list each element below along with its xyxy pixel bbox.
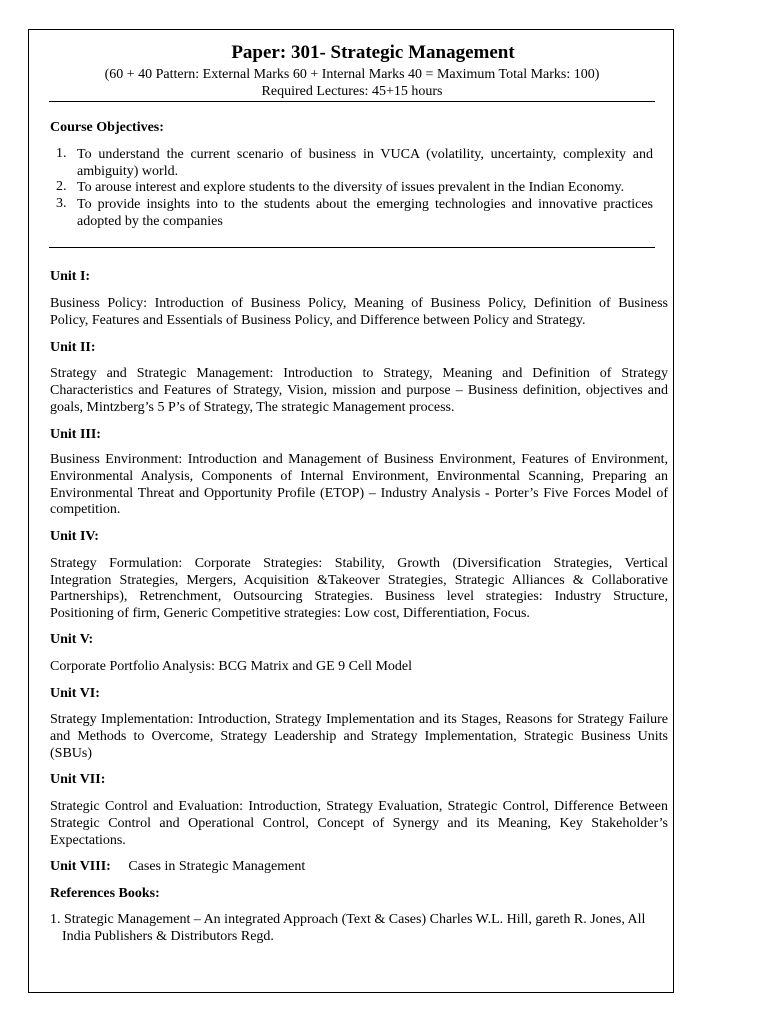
objective-line: To understand the current scenario of business in VUCA (volatility, uncertainty, complexity and <box>77 147 653 162</box>
unit-text-line: Positioning of firm, Generic Competitive strategies: Low cost, Differentiation, Focus. <box>50 606 530 621</box>
unit-text-line: Business Environment: Introduction and Management of Business Environment, Features of Environment, <box>50 452 668 467</box>
objectives-heading: Course Objectives: <box>50 120 164 135</box>
objective-line: To provide insights into to the students about the emerging technologies and innovative practices <box>77 197 653 212</box>
objective-number: 2. <box>56 179 67 194</box>
unit-heading: Unit VI: <box>50 686 100 701</box>
unit-text-line: Environmental Analysis, Components of Internal Environment, Environmental Scanning, Preparing an <box>50 469 668 484</box>
references-heading: References Books: <box>50 886 160 901</box>
objective-line: adopted by the companies <box>77 214 223 229</box>
unit-text-line: Policy, Features and Essentials of Business Policy, and Difference between Policy and Strategy. <box>50 313 586 328</box>
reference-line: 1. Strategic Management – An integrated Approach (Text & Cases) Charles W.L. Hill, gareth R. Jones, All <box>50 912 646 927</box>
objective-line: To arouse interest and explore students to the diversity of issues prevalent in the Indian Economy. <box>77 180 625 195</box>
unit-text-line: goals, Mintzberg’s 5 P’s of Strategy, The strategic Management process. <box>50 400 455 415</box>
unit-text-line: Strategy Implementation: Introduction, Strategy Implementation and its Stages, Reasons for Strategy Failure <box>50 712 668 727</box>
unit-text-line: Corporate Portfolio Analysis: BCG Matrix and GE 9 Cell Model <box>50 659 413 674</box>
reference-line: India Publishers & Distributors Regd. <box>62 929 274 944</box>
unit-text-line: Strategy Formulation: Corporate Strategies: Stability, Growth (Diversification Strategies, Vertical <box>50 556 668 571</box>
objective-number: 1. <box>56 146 67 161</box>
header-divider <box>49 101 655 102</box>
unit-heading: Unit V: <box>50 632 94 647</box>
unit-text-line: Strategy and Strategic Management: Introduction to Strategy, Meaning and Definition of Strategy <box>50 366 668 381</box>
unit-text-line: competition. <box>50 502 121 517</box>
unit-text-line: Strategic Control and Evaluation: Introduction, Strategy Evaluation, Strategic Control, Difference Between <box>50 799 668 814</box>
unit-text-line: Cases in Strategic Management <box>128 859 306 874</box>
objective-number: 3. <box>56 196 67 211</box>
unit-heading: Unit VII: <box>50 772 106 787</box>
unit-heading: Unit II: <box>50 340 96 355</box>
unit-text-line: Business Policy: Introduction of Business Policy, Meaning of Business Policy, Definition of Business <box>50 296 668 311</box>
unit-text-line: and Methods to Overcome, Strategy Leadership and Strategy Implementation, Strategic Business Units <box>50 729 668 744</box>
unit-text-line: Characteristics and Features of Strategy, Vision, mission and purpose – Business definition, objectives and <box>50 383 668 398</box>
unit-heading: Unit I: <box>50 269 91 284</box>
required-lectures: Required Lectures: 45+15 hours <box>261 84 443 99</box>
unit-text-line: Expectations. <box>50 833 126 848</box>
unit-heading: Unit III: <box>50 427 101 442</box>
paper-title: Paper: 301- Strategic Management <box>231 42 515 63</box>
unit-text-line: Partnerships), Retrenchment, Outsourcing Strategies. Business level strategies: Industry Structure, <box>50 589 668 604</box>
objective-line: ambiguity) world. <box>77 164 179 179</box>
unit-text-line: Integration Strategies, Mergers, Acquisition &Takeover Strategies, Strategic Alliances & Collaborative <box>50 573 668 588</box>
unit-heading: Unit VIII: <box>50 859 111 874</box>
unit-heading: Unit IV: <box>50 529 99 544</box>
objectives-divider <box>49 247 655 248</box>
unit-text-line: (SBUs) <box>50 746 93 761</box>
unit-text-line: Strategic Control and Operational Control, Concept of Synergy and its Meaning, Key Stakeholder’s <box>50 816 668 831</box>
marks-pattern: (60 + 40 Pattern: External Marks 60 + Internal Marks 40 = Maximum Total Marks: 100) <box>104 67 600 82</box>
unit-8-row <box>50 858 668 875</box>
unit-text-line: Environmental Threat and Opportunity Profile (ETOP) – Industry Analysis - Porter’s Five Forces Model of <box>50 486 668 501</box>
